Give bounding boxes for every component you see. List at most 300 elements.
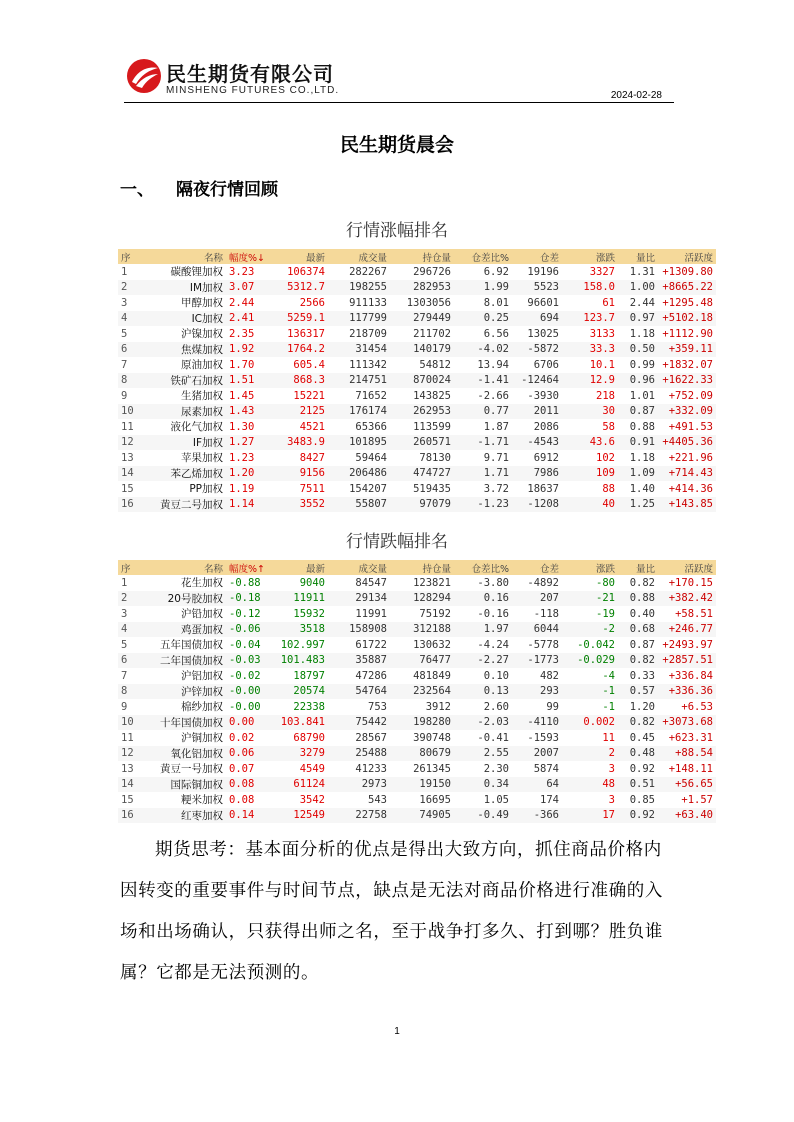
cell-oi-change-ratio: 1.99 bbox=[454, 280, 512, 296]
cell-index: 13 bbox=[121, 451, 134, 464]
cell-name: 棉纱加权 bbox=[181, 701, 223, 714]
cell-oi-change-ratio: 6.56 bbox=[483, 327, 509, 340]
cell-price-change: 58 bbox=[602, 420, 615, 433]
cell-last-price: 12549 bbox=[274, 808, 328, 824]
table-row[interactable] bbox=[118, 373, 716, 389]
cell-last-price: 3518 bbox=[274, 622, 328, 638]
cell-volume: 198255 bbox=[328, 280, 390, 296]
cell-oi-change: 6912 bbox=[533, 451, 559, 464]
cell-price-change: -19 bbox=[596, 607, 615, 620]
column-header-change-pct[interactable]: 幅度%↑ bbox=[226, 560, 274, 575]
cell-last-price: 68790 bbox=[293, 731, 325, 744]
cell-change-pct: 2.44 bbox=[229, 296, 255, 309]
column-header-index[interactable]: 序 bbox=[118, 249, 142, 264]
table-row[interactable] bbox=[118, 357, 716, 373]
column-header-volume-ratio[interactable]: 量比 bbox=[618, 560, 658, 575]
cell-change-pct: 0.00 bbox=[226, 715, 274, 731]
cell-volume-ratio: 0.99 bbox=[629, 358, 655, 371]
cell-activity: +2493.97 bbox=[662, 638, 713, 651]
cell-oi-change: -118 bbox=[533, 607, 559, 620]
cell-change-pct: 1.92 bbox=[226, 342, 274, 358]
cell-price-change: -0.042 bbox=[577, 638, 615, 651]
cell-activity: +359.11 bbox=[658, 342, 716, 358]
cell-oi-change-ratio: -1.71 bbox=[454, 435, 512, 451]
cell-open-interest: 198280 bbox=[390, 715, 454, 731]
cell-price-change: 218 bbox=[596, 389, 615, 402]
cell-price-change: 158.0 bbox=[562, 280, 618, 296]
cell-volume: 75442 bbox=[328, 715, 390, 731]
cell-oi-change-ratio: 1.71 bbox=[454, 466, 512, 482]
cell-change-pct: 1.20 bbox=[226, 466, 274, 482]
cell-oi-change: -12464 bbox=[512, 373, 562, 389]
gainers-caption: 行情涨幅排名 bbox=[346, 221, 448, 241]
cell-oi-change: -3930 bbox=[527, 389, 559, 402]
cell-change-pct: 3.07 bbox=[226, 280, 274, 296]
cell-change-pct: -0.04 bbox=[229, 638, 261, 651]
cell-index: 10 bbox=[118, 715, 142, 731]
column-header-price-change[interactable]: 涨跌 bbox=[562, 560, 618, 575]
cell-change-pct: 1.30 bbox=[229, 420, 255, 433]
cell-volume: 55807 bbox=[328, 497, 390, 513]
page-header bbox=[124, 52, 674, 102]
column-header-last-price[interactable]: 最新 bbox=[274, 560, 328, 575]
cell-volume-ratio: 0.87 bbox=[629, 638, 655, 651]
cell-activity: +88.54 bbox=[658, 746, 716, 762]
cell-name: 生猪加权 bbox=[181, 390, 223, 403]
cell-volume-ratio: 0.82 bbox=[618, 653, 658, 669]
header-divider bbox=[124, 102, 674, 103]
cell-oi-change: 99 bbox=[546, 700, 559, 713]
cell-change-pct: 0.07 bbox=[229, 762, 255, 775]
cell-change-pct: -0.88 bbox=[229, 576, 261, 589]
table-row[interactable] bbox=[118, 342, 716, 358]
column-header-activity[interactable]: 活跃度 bbox=[658, 560, 716, 575]
column-header-name[interactable]: 名称 bbox=[142, 560, 226, 575]
cell-change-pct: 2.41 bbox=[226, 311, 274, 327]
cell-oi-change-ratio: -3.80 bbox=[477, 576, 509, 589]
cell-activity: +382.42 bbox=[658, 591, 716, 607]
cell-volume-ratio: 0.57 bbox=[618, 684, 658, 700]
cell-index: 4 bbox=[118, 311, 142, 327]
cell-last-price: 7511 bbox=[299, 482, 325, 495]
cell-open-interest: 75192 bbox=[419, 607, 451, 620]
cell-activity: +1309.80 bbox=[662, 265, 713, 278]
table-row[interactable] bbox=[118, 575, 716, 591]
cell-oi-change-ratio: 1.87 bbox=[483, 420, 509, 433]
cell-volume: 25488 bbox=[328, 746, 390, 762]
cell-oi-change-ratio: 3.72 bbox=[483, 482, 509, 495]
table-row[interactable] bbox=[118, 388, 716, 404]
cell-oi-change-ratio: -1.23 bbox=[454, 497, 512, 513]
cell-oi-change-ratio: 2.55 bbox=[454, 746, 512, 762]
cell-oi-change-ratio: 13.94 bbox=[477, 358, 509, 371]
losers-table bbox=[118, 560, 716, 823]
cell-name: 沪铝加权 bbox=[181, 670, 223, 683]
column-header-volume-ratio[interactable]: 量比 bbox=[618, 249, 658, 264]
cell-oi-change-ratio: 0.25 bbox=[454, 311, 512, 327]
column-header-open-interest[interactable]: 持仓量 bbox=[390, 560, 454, 575]
cell-volume-ratio: 0.51 bbox=[618, 777, 658, 793]
table-row[interactable] bbox=[118, 280, 716, 296]
cell-price-change: -21 bbox=[562, 591, 618, 607]
column-header-oi-change-ratio[interactable]: 仓差比% bbox=[454, 249, 512, 264]
cell-name: 沪铅加权 bbox=[181, 608, 223, 621]
cell-name: 苯乙烯加权 bbox=[142, 466, 226, 482]
cell-volume: 101895 bbox=[328, 435, 390, 451]
cell-volume: 753 bbox=[368, 700, 387, 713]
cell-oi-change-ratio: -2.66 bbox=[477, 389, 509, 402]
table-row[interactable] bbox=[118, 730, 716, 746]
page-title: 民生期货晨会 bbox=[339, 134, 454, 156]
cell-last-price: 4549 bbox=[299, 762, 325, 775]
cell-oi-change: 207 bbox=[512, 591, 562, 607]
cell-open-interest: 282953 bbox=[390, 280, 454, 296]
cell-volume-ratio: 1.09 bbox=[618, 466, 658, 482]
cell-name: 粳米加权 bbox=[181, 794, 223, 807]
cell-name: 焦煤加权 bbox=[142, 342, 226, 358]
cell-open-interest: 262953 bbox=[390, 404, 454, 420]
table-row[interactable] bbox=[118, 684, 716, 700]
cell-activity: +1832.07 bbox=[662, 358, 713, 371]
cell-oi-change: 2007 bbox=[512, 746, 562, 762]
cell-change-pct: 3.23 bbox=[229, 265, 255, 278]
cell-volume-ratio: 0.82 bbox=[618, 715, 658, 731]
cell-change-pct: 0.08 bbox=[226, 777, 274, 793]
cell-activity: +491.53 bbox=[668, 420, 713, 433]
table-row[interactable] bbox=[118, 715, 716, 731]
cell-volume: 31454 bbox=[328, 342, 390, 358]
table-row[interactable] bbox=[118, 466, 716, 482]
table-row[interactable] bbox=[118, 668, 716, 684]
cell-volume-ratio: 0.50 bbox=[618, 342, 658, 358]
cell-price-change: -2 bbox=[562, 622, 618, 638]
column-header-volume[interactable]: 成交量 bbox=[328, 249, 390, 264]
cell-activity: +752.09 bbox=[668, 389, 713, 402]
cell-change-pct: 0.02 bbox=[229, 731, 255, 744]
report-date: 2024-02-28 bbox=[610, 90, 662, 101]
table-row[interactable] bbox=[118, 746, 716, 762]
cell-volume-ratio: 0.45 bbox=[629, 731, 655, 744]
cell-index: 11 bbox=[121, 420, 134, 433]
cell-activity: +1112.90 bbox=[662, 327, 713, 340]
table-row[interactable] bbox=[118, 591, 716, 607]
cell-activity: +1295.48 bbox=[662, 296, 713, 309]
cell-volume: 84547 bbox=[355, 576, 387, 589]
cell-oi-change-ratio: 9.71 bbox=[483, 451, 509, 464]
cell-open-interest: 519435 bbox=[413, 482, 451, 495]
cell-name: 20号胶加权 bbox=[142, 591, 226, 607]
table-row[interactable] bbox=[118, 295, 716, 311]
table-row[interactable] bbox=[118, 481, 716, 497]
cell-price-change: 88 bbox=[602, 482, 615, 495]
cell-open-interest: 211702 bbox=[413, 327, 451, 340]
cell-volume-ratio: 0.88 bbox=[618, 591, 658, 607]
cell-last-price: 9156 bbox=[274, 466, 328, 482]
cell-index: 1 bbox=[121, 576, 128, 589]
cell-index: 12 bbox=[118, 746, 142, 762]
cell-change-pct: -0.03 bbox=[226, 653, 274, 669]
cell-volume: 54764 bbox=[328, 684, 390, 700]
cell-index: 8 bbox=[118, 684, 142, 700]
cell-price-change: 12.9 bbox=[562, 373, 618, 389]
cell-activity: +623.31 bbox=[668, 731, 713, 744]
table-row[interactable] bbox=[118, 326, 716, 342]
cell-volume: 65366 bbox=[355, 420, 387, 433]
cell-index: 8 bbox=[118, 373, 142, 389]
cell-change-pct: -0.00 bbox=[226, 684, 274, 700]
minsheng-logo-icon bbox=[126, 58, 162, 94]
cell-last-price: 2566 bbox=[299, 296, 325, 309]
cell-volume: 543 bbox=[368, 793, 387, 806]
cell-name: IC加权 bbox=[142, 311, 226, 327]
cell-name: 红枣加权 bbox=[142, 808, 226, 824]
cell-activity: +56.65 bbox=[658, 777, 716, 793]
cell-change-pct: 1.23 bbox=[229, 451, 255, 464]
table-row[interactable] bbox=[118, 497, 716, 513]
company-name-en: MINSHENG FUTURES CO.,LTD. bbox=[166, 85, 340, 96]
cell-name: 国际铜加权 bbox=[142, 777, 226, 793]
table-row[interactable] bbox=[118, 792, 716, 808]
cell-volume-ratio: 0.87 bbox=[618, 404, 658, 420]
cell-volume-ratio: 1.18 bbox=[629, 327, 655, 340]
cell-last-price: 101.483 bbox=[274, 653, 328, 669]
cell-volume: 911133 bbox=[349, 296, 387, 309]
cell-volume-ratio: 0.91 bbox=[618, 435, 658, 451]
cell-oi-change-ratio: -0.49 bbox=[454, 808, 512, 824]
cell-open-interest: 97079 bbox=[390, 497, 454, 513]
cell-open-interest: 1303056 bbox=[406, 296, 451, 309]
column-header-price-change[interactable]: 涨跌 bbox=[562, 249, 618, 264]
cell-name: PP加权 bbox=[189, 483, 223, 496]
cell-volume-ratio: 0.48 bbox=[618, 746, 658, 762]
cell-volume-ratio: 1.01 bbox=[629, 389, 655, 402]
cell-name: 沪锌加权 bbox=[142, 684, 226, 700]
cell-volume: 111342 bbox=[349, 358, 387, 371]
column-header-index[interactable]: 序 bbox=[118, 560, 142, 575]
cell-name: 鸡蛋加权 bbox=[142, 622, 226, 638]
cell-activity: +714.43 bbox=[658, 466, 716, 482]
cell-activity: +336.36 bbox=[658, 684, 716, 700]
cell-index: 15 bbox=[121, 482, 134, 495]
cell-activity: +5102.18 bbox=[658, 311, 716, 327]
cell-volume: 158908 bbox=[328, 622, 390, 638]
column-header-last-price[interactable]: 最新 bbox=[274, 249, 328, 264]
cell-last-price: 3542 bbox=[299, 793, 325, 806]
cell-index: 14 bbox=[118, 466, 142, 482]
cell-volume-ratio: 0.82 bbox=[629, 576, 655, 589]
cell-change-pct: -0.06 bbox=[226, 622, 274, 638]
cell-volume-ratio: 1.25 bbox=[618, 497, 658, 513]
cell-open-interest: 74905 bbox=[390, 808, 454, 824]
table-row[interactable] bbox=[118, 622, 716, 638]
table-row[interactable] bbox=[118, 435, 716, 451]
cell-change-pct: 1.14 bbox=[226, 497, 274, 513]
cell-open-interest: 19150 bbox=[390, 777, 454, 793]
cell-name: 氧化铝加权 bbox=[142, 746, 226, 762]
table-row[interactable] bbox=[118, 404, 716, 420]
cell-last-price: 103.841 bbox=[274, 715, 328, 731]
cell-price-change: 109 bbox=[562, 466, 618, 482]
cell-volume-ratio: 0.33 bbox=[629, 669, 655, 682]
cell-index: 6 bbox=[118, 653, 142, 669]
cell-index: 7 bbox=[121, 358, 128, 371]
cell-activity: +63.40 bbox=[658, 808, 716, 824]
cell-volume: 11991 bbox=[355, 607, 387, 620]
cell-volume-ratio: 0.68 bbox=[618, 622, 658, 638]
cell-oi-change: 19196 bbox=[527, 265, 559, 278]
cell-index: 2 bbox=[118, 280, 142, 296]
cell-volume: 154207 bbox=[349, 482, 387, 495]
cell-open-interest: 16695 bbox=[419, 793, 451, 806]
cell-oi-change-ratio: 0.16 bbox=[454, 591, 512, 607]
cell-last-price: 15932 bbox=[293, 607, 325, 620]
cell-oi-change-ratio: 2.30 bbox=[483, 762, 509, 775]
cell-oi-change-ratio: 1.05 bbox=[483, 793, 509, 806]
cell-last-price: 2125 bbox=[274, 404, 328, 420]
column-header-volume[interactable]: 成交量 bbox=[328, 560, 390, 575]
cell-price-change: -0.029 bbox=[562, 653, 618, 669]
cell-name: IM加权 bbox=[142, 280, 226, 296]
company-name-cn: 民生期货有限公司 bbox=[166, 62, 334, 86]
cell-name: 原油加权 bbox=[181, 359, 223, 372]
cell-index: 15 bbox=[121, 793, 134, 806]
cell-index: 5 bbox=[121, 638, 128, 651]
cell-name: 苹果加权 bbox=[181, 452, 223, 465]
cell-index: 12 bbox=[118, 435, 142, 451]
cell-index: 14 bbox=[118, 777, 142, 793]
cell-name: 十年国债加权 bbox=[142, 715, 226, 731]
cell-oi-change-ratio: 0.34 bbox=[454, 777, 512, 793]
cell-oi-change: -4892 bbox=[527, 576, 559, 589]
cell-change-pct: 0.14 bbox=[226, 808, 274, 824]
column-header-open-interest[interactable]: 持仓量 bbox=[390, 249, 454, 264]
column-header-oi-change-ratio[interactable]: 仓差比% bbox=[454, 560, 512, 575]
cell-activity: +414.36 bbox=[668, 482, 713, 495]
cell-price-change: 3133 bbox=[589, 327, 615, 340]
cell-last-price: 20574 bbox=[274, 684, 328, 700]
cell-open-interest: 113599 bbox=[413, 420, 451, 433]
cell-oi-change-ratio: 6.92 bbox=[483, 265, 509, 278]
cell-index: 9 bbox=[121, 700, 128, 713]
column-header-oi-change[interactable]: 仓差 bbox=[512, 249, 562, 264]
cell-price-change: 61 bbox=[602, 296, 615, 309]
cell-volume: 35887 bbox=[328, 653, 390, 669]
table-row[interactable] bbox=[118, 419, 716, 435]
cell-open-interest: 76477 bbox=[390, 653, 454, 669]
cell-price-change: 30 bbox=[562, 404, 618, 420]
cell-name: IF加权 bbox=[142, 435, 226, 451]
column-header-change-pct[interactable]: 幅度%↓ bbox=[226, 249, 274, 264]
cell-index: 11 bbox=[121, 731, 134, 744]
cell-change-pct: 1.19 bbox=[229, 482, 255, 495]
cell-activity: +170.15 bbox=[668, 576, 713, 589]
cell-name: 沪铜加权 bbox=[181, 732, 223, 745]
cell-volume-ratio: 0.88 bbox=[629, 420, 655, 433]
cell-name: 二年国债加权 bbox=[142, 653, 226, 669]
cell-index: 13 bbox=[121, 762, 134, 775]
cell-open-interest: 128294 bbox=[390, 591, 454, 607]
cell-last-price: 5312.7 bbox=[274, 280, 328, 296]
table-row[interactable] bbox=[118, 653, 716, 669]
cell-price-change: 102 bbox=[596, 451, 615, 464]
cell-volume: 2973 bbox=[328, 777, 390, 793]
cell-last-price: 1764.2 bbox=[274, 342, 328, 358]
cell-last-price: 136317 bbox=[287, 327, 325, 340]
cell-oi-change-ratio: -1.41 bbox=[454, 373, 512, 389]
cell-index: 10 bbox=[118, 404, 142, 420]
cell-name: 黄豆一号加权 bbox=[160, 763, 223, 776]
cell-volume-ratio: 0.92 bbox=[618, 808, 658, 824]
cell-change-pct: 1.43 bbox=[226, 404, 274, 420]
cell-change-pct: -0.00 bbox=[229, 700, 261, 713]
cell-last-price: 11911 bbox=[274, 591, 328, 607]
cell-oi-change: 174 bbox=[540, 793, 559, 806]
cell-volume-ratio: 2.44 bbox=[629, 296, 655, 309]
cell-activity: +336.84 bbox=[668, 669, 713, 682]
cell-volume: 206486 bbox=[328, 466, 390, 482]
table-row[interactable] bbox=[118, 264, 716, 280]
cell-oi-change: 7986 bbox=[512, 466, 562, 482]
cell-last-price: 3279 bbox=[274, 746, 328, 762]
cell-activity: +143.85 bbox=[658, 497, 716, 513]
table-header-row bbox=[118, 249, 716, 264]
cell-change-pct: 0.08 bbox=[229, 793, 255, 806]
cell-open-interest: 140179 bbox=[390, 342, 454, 358]
cell-volume-ratio: 0.40 bbox=[629, 607, 655, 620]
column-header-activity[interactable]: 活跃度 bbox=[658, 249, 716, 264]
cell-oi-change: -4110 bbox=[512, 715, 562, 731]
table-row[interactable] bbox=[118, 311, 716, 327]
cell-activity: +246.77 bbox=[658, 622, 716, 638]
column-header-oi-change[interactable]: 仓差 bbox=[512, 560, 562, 575]
cell-index: 9 bbox=[121, 389, 128, 402]
cell-change-pct: -0.12 bbox=[229, 607, 261, 620]
cell-open-interest: 80679 bbox=[390, 746, 454, 762]
table-row[interactable] bbox=[118, 637, 716, 653]
cell-price-change: 123.7 bbox=[562, 311, 618, 327]
table-row[interactable] bbox=[118, 777, 716, 793]
cell-activity: +2857.51 bbox=[658, 653, 716, 669]
column-header-name[interactable]: 名称 bbox=[142, 249, 226, 264]
cell-price-change: 2 bbox=[562, 746, 618, 762]
table-row[interactable] bbox=[118, 699, 716, 715]
table-row[interactable] bbox=[118, 606, 716, 622]
cell-open-interest: 474727 bbox=[390, 466, 454, 482]
cell-oi-change: 482 bbox=[540, 669, 559, 682]
section-heading bbox=[120, 175, 278, 200]
cell-index: 3 bbox=[121, 607, 128, 620]
cell-price-change: 11 bbox=[602, 731, 615, 744]
cell-price-change: -1 bbox=[602, 700, 615, 713]
table-row[interactable] bbox=[118, 450, 716, 466]
cell-price-change: 3 bbox=[608, 762, 615, 775]
table-row[interactable] bbox=[118, 761, 716, 777]
cell-volume-ratio: 1.20 bbox=[629, 700, 655, 713]
cell-price-change: -4 bbox=[602, 669, 615, 682]
cell-volume-ratio: 0.97 bbox=[618, 311, 658, 327]
cell-activity: +8665.22 bbox=[658, 280, 716, 296]
cell-price-change: 17 bbox=[562, 808, 618, 824]
cell-volume-ratio: 1.40 bbox=[629, 482, 655, 495]
cell-volume-ratio: 0.92 bbox=[629, 762, 655, 775]
cell-oi-change: 64 bbox=[512, 777, 562, 793]
cell-volume: 47286 bbox=[355, 669, 387, 682]
table-row[interactable] bbox=[118, 808, 716, 824]
cell-oi-change: -366 bbox=[512, 808, 562, 824]
cell-last-price: 15221 bbox=[293, 389, 325, 402]
cell-index: 2 bbox=[118, 591, 142, 607]
cell-oi-change-ratio: -4.24 bbox=[477, 638, 509, 651]
